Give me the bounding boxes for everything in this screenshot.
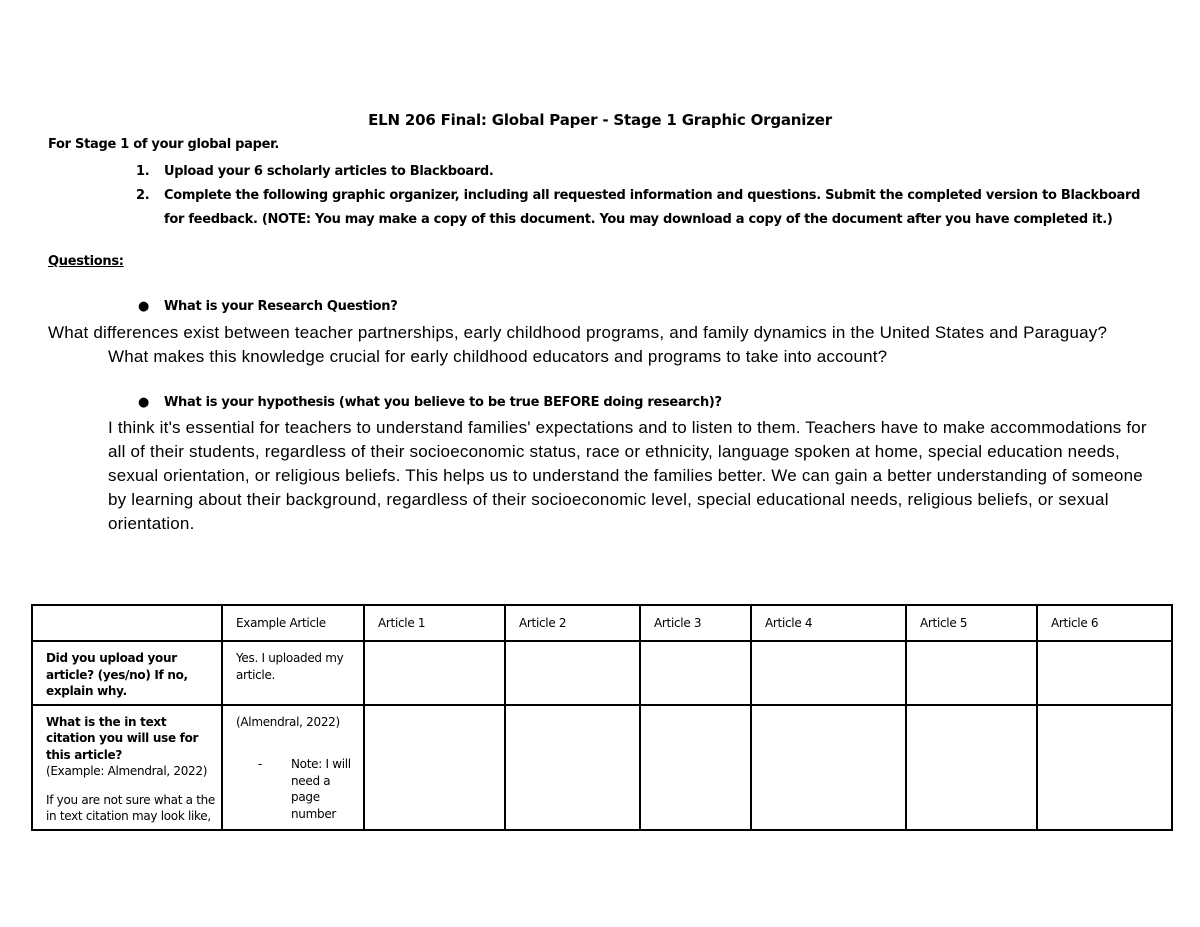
step-item — [136, 184, 1154, 232]
research-question-prompt — [138, 299, 398, 314]
article-cell[interactable] — [505, 705, 640, 830]
row-label-example: (Example: Almendral, 2022) — [46, 764, 208, 778]
research-question-answer: What differences exist between teacher partnerships, early childhood programs, and family dynamics in the United States and Paraguay? What makes this knowledge crucial for early childhood educators and programs to take into account? — [48, 323, 1108, 366]
graphic-organizer-table — [31, 604, 1173, 831]
prompt-text: What is your Research Question? — [164, 299, 398, 314]
article-cell[interactable] — [1037, 641, 1172, 705]
row-label-text: What is the in text citation you will use for this article? — [46, 714, 199, 762]
instruction-steps — [136, 160, 1154, 232]
header-cell: Article 3 — [640, 605, 751, 641]
bullet-icon: ● — [138, 395, 150, 410]
example-citation: (Almendral, 2022) — [236, 714, 340, 729]
table-header-row — [32, 605, 1172, 641]
step-number: 1. — [136, 164, 150, 179]
bullet-icon: ● — [138, 299, 150, 314]
article-cell[interactable] — [906, 705, 1037, 830]
table-row — [32, 641, 1172, 705]
document-title: ELN 206 Final: Global Paper - Stage 1 Graphic Organizer — [368, 111, 832, 129]
article-cell[interactable] — [364, 641, 505, 705]
header-cell: Article 5 — [906, 605, 1037, 641]
table-row — [32, 705, 1172, 830]
dash-icon: - — [258, 757, 263, 771]
row-label: Did you upload your article? (yes/no) If no, explain why. — [32, 641, 222, 705]
intro-text: For Stage 1 of your global paper. — [48, 137, 280, 152]
article-cell[interactable] — [640, 705, 751, 830]
step-text: Upload your 6 scholarly articles to Blackboard. — [164, 164, 494, 179]
row-label — [32, 705, 222, 830]
article-cell[interactable] — [906, 641, 1037, 705]
hypothesis-answer: I think it's essential for teachers to understand families' expectations and to listen to them. Teachers have to make accommodations for all of their students, regardless of their socioeconomic status, race or ethnicity, language spoken at home, special education needs, sexual orientation, or religious beliefs. This helps us to understand the families better. We can gain a better understanding of someone by learning about their background, regardless of their socioeconomic level, special educational needs, religious beliefs, or sexual orientation. — [108, 418, 1147, 533]
header-cell: Article 6 — [1037, 605, 1172, 641]
header-cell: Article 4 — [751, 605, 906, 641]
prompt-text: What is your hypothesis (what you believe to be true BEFORE doing research)? — [164, 395, 722, 410]
article-cell[interactable] — [751, 705, 906, 830]
header-cell: Article 1 — [364, 605, 505, 641]
article-cell[interactable] — [1037, 705, 1172, 830]
example-note-text: Note: I will need a page number — [291, 757, 351, 821]
step-text: Complete the following graphic organizer, including all requested information and questions. Submit the completed version to Blackboard for feedback. (NOTE: You may make a copy of this document. You may download a copy of the document after you have completed it.) — [164, 188, 1141, 227]
header-cell: Example Article — [222, 605, 364, 641]
header-cell: Article 2 — [505, 605, 640, 641]
example-cell — [222, 705, 364, 830]
questions-heading: Questions: — [48, 254, 124, 269]
hypothesis-prompt — [138, 395, 722, 410]
row-label-extra: If you are not sure what a the in text citation may look like, — [46, 792, 216, 823]
article-cell[interactable] — [505, 641, 640, 705]
article-cell[interactable] — [364, 705, 505, 830]
article-cell[interactable] — [640, 641, 751, 705]
example-cell: Yes. I uploaded my article. — [222, 641, 364, 705]
step-item — [136, 160, 1154, 184]
header-cell — [32, 605, 222, 641]
step-number: 2. — [136, 188, 150, 203]
example-note — [236, 756, 357, 822]
article-cell[interactable] — [751, 641, 906, 705]
